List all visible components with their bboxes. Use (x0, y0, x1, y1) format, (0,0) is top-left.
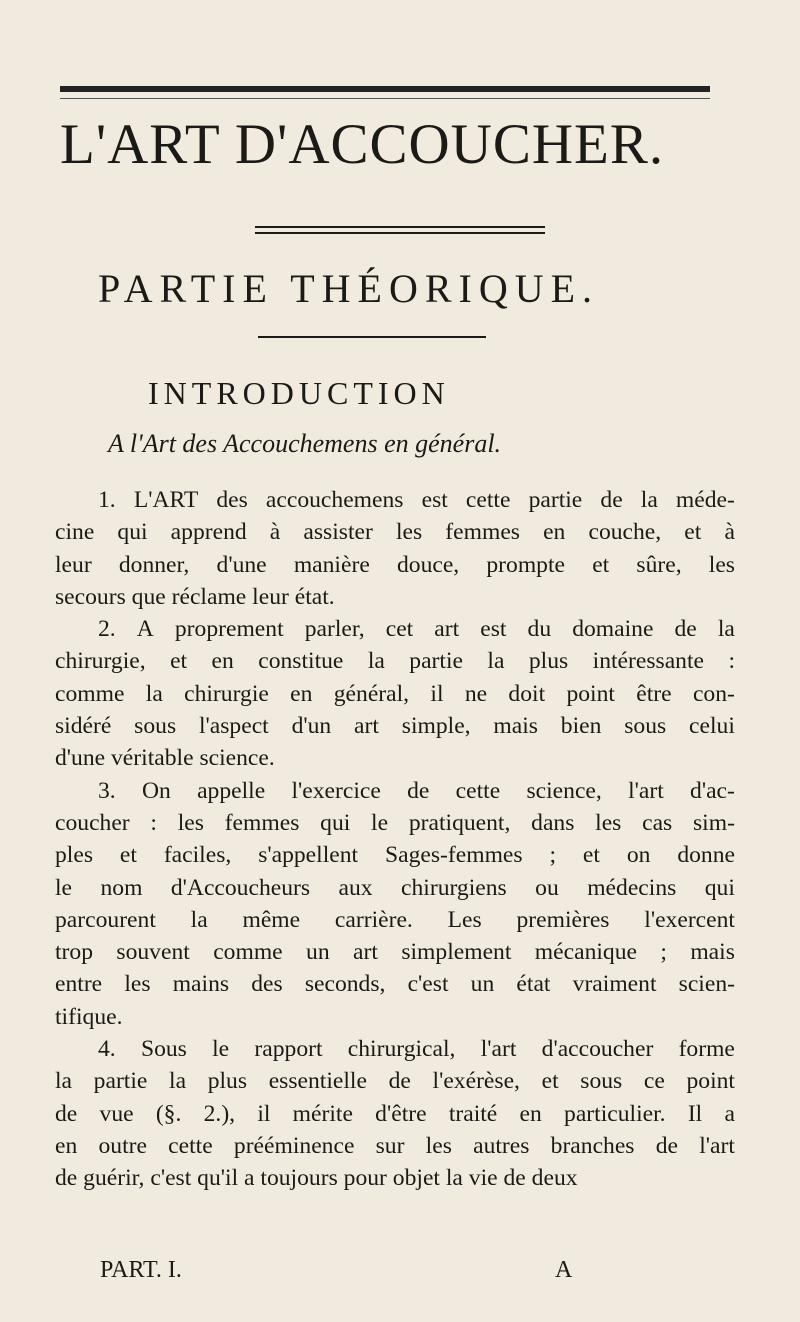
page-footer (100, 1255, 680, 1285)
book-title: L'ART D'ACCOUCHER. (60, 113, 665, 176)
text-line: 1. L'ART des accouchemens est cette partie de la méde- (98, 487, 735, 513)
text-line: secours que réclame leur état. (55, 583, 335, 610)
text-line: cine qui apprend à assister les femmes en couche, et à (55, 519, 735, 546)
text-line: 3. On appelle l'exercice de cette science, l'art d'ac- (98, 777, 735, 804)
text-line: 4. Sous le rapport chirurgical, l'art d'accoucher forme (98, 1036, 735, 1063)
text-line: comme la chirurgie en général, il ne doit point être con- (55, 680, 735, 707)
text-line: de guérir, c'est qu'il a toujours pour objet la vie de deux (55, 1165, 578, 1192)
part-rule (258, 336, 486, 338)
text-line: 2. A proprement parler, cet art est du domaine de la (98, 616, 735, 643)
top-thin-rule (60, 98, 710, 99)
body-text (55, 484, 735, 1195)
text-line: leur donner, d'une manière douce, prompte et sûre, les (55, 551, 735, 578)
text-line: chirurgie, et en constitue la partie la plus intéressante : (55, 648, 735, 675)
signature-mark: A (555, 1257, 573, 1283)
text-line: sidéré sous l'aspect d'un art simple, mais bien sous celui (55, 713, 735, 740)
part-title: PARTIE THÉORIQUE. (98, 266, 600, 311)
text-line: trop souvent comme un art simplement mécanique ; mais (55, 939, 735, 966)
text-line: d'une véritable science. (55, 745, 275, 772)
footer-part-label: PART. I. (100, 1257, 182, 1283)
text-line: tifique. (55, 1003, 123, 1030)
text-line: en outre cette prééminence sur les autres branches de l'art (55, 1132, 735, 1159)
text-line: ples et faciles, s'appellent Sages-femmes ; et on donne (55, 842, 735, 869)
top-ornamental-rule (60, 86, 710, 92)
title-rule-upper (255, 226, 545, 228)
text-line: le nom d'Accoucheurs aux chirurgiens ou médecins qui (55, 874, 735, 901)
text-line: de vue (§. 2.), il mérite d'être traité en particulier. Il a (55, 1100, 735, 1127)
text-line: la partie la plus essentielle de l'exérèse, et sous ce point (55, 1068, 735, 1095)
introduction-heading: INTRODUCTION (148, 375, 450, 411)
text-line: parcourent la même carrière. Les premières l'exercent (55, 906, 735, 933)
text-line: coucher : les femmes qui le pratiquent, dans les cas sim- (55, 809, 735, 836)
introduction-subtitle: A l'Art des Accouchemens en général. (108, 429, 502, 458)
text-line: entre les mains des seconds, c'est un état vraiment scien- (55, 971, 735, 998)
title-rule-lower (255, 232, 545, 234)
